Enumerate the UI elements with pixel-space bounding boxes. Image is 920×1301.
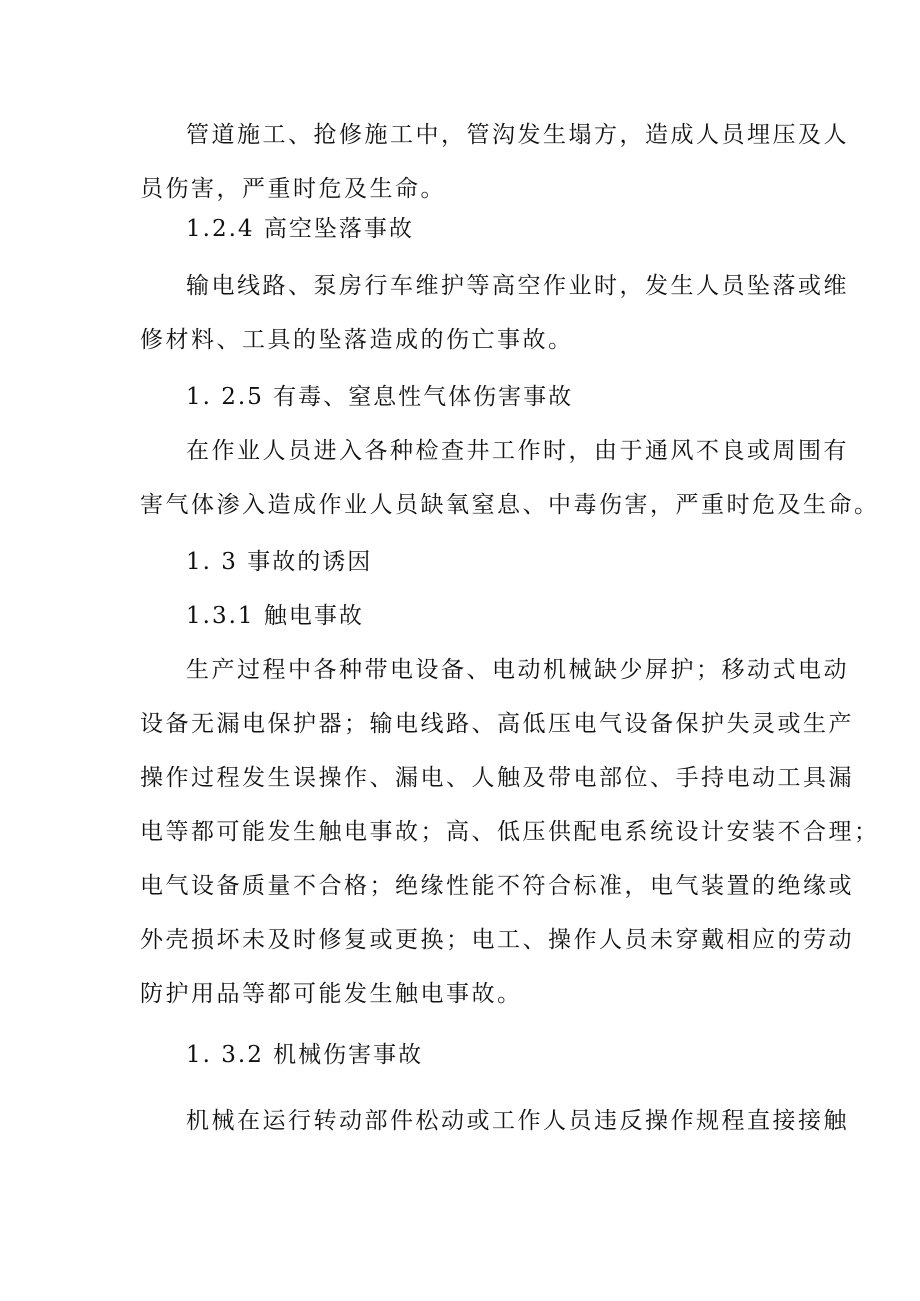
section-heading-1-2-5: 1. 2.5 有毒、窒息性气体伤害事故 — [186, 384, 574, 410]
paragraph-line: 输电线路、泵房行车维护等高空作业时，发生人员坠落或维 — [186, 273, 849, 299]
paragraph-fall-accident — [140, 259, 849, 367]
paragraph-line: 外壳损坏未及时修复或更换；电工、操作人员未穿戴相应的劳动 — [140, 927, 854, 953]
paragraph-electric-shock — [140, 643, 880, 1021]
section-heading-1-3: 1. 3 事故的诱因 — [186, 549, 373, 575]
paragraph-trench-collapse — [140, 108, 849, 216]
paragraph-line: 员伤害，严重时危及生命。 — [140, 176, 446, 202]
paragraph-line: 管道施工、抢修施工中，管沟发生塌方，造成人员埋压及人 — [186, 122, 849, 148]
section-heading-1-2-4: 1.2.4 高空坠落事故 — [186, 216, 414, 242]
paragraph-line: 操作过程发生误操作、漏电、人触及带电部位、手持电动工具漏 — [140, 765, 854, 791]
paragraph-toxic-gas — [140, 424, 880, 532]
paragraph-line: 电气设备质量不合格；绝缘性能不符合标准，电气装置的绝缘或 — [140, 873, 854, 899]
paragraph-line: 害气体渗入造成作业人员缺氧窒息、中毒伤害，严重时危及生命。 — [140, 492, 880, 518]
paragraph-line: 设备无漏电保护器；输电线路、高低压电气设备保护失灵或生产 — [140, 711, 854, 737]
paragraph-line: 在作业人员进入各种检查井工作时，由于通风不良或周围有 — [186, 438, 849, 464]
paragraph-line: 防护用品等都可能发生触电事故。 — [140, 981, 523, 1007]
paragraph-line: 修材料、工具的坠落造成的伤亡事故。 — [140, 327, 574, 353]
paragraph-line: 机械在运行转动部件松动或工作人员违反操作规程直接接触 — [186, 1108, 849, 1134]
paragraph-mechanical-injury — [140, 1094, 849, 1148]
section-heading-1-3-2: 1. 3.2 机械伤害事故 — [186, 1042, 424, 1068]
paragraph-line: 生产过程中各种带电设备、电动机械缺少屏护；移动式电动 — [186, 657, 849, 683]
paragraph-line: 电等都可能发生触电事故；高、低压供配电系统设计安装不合理； — [140, 819, 880, 845]
section-heading-1-3-1: 1.3.1 触电事故 — [186, 603, 364, 629]
